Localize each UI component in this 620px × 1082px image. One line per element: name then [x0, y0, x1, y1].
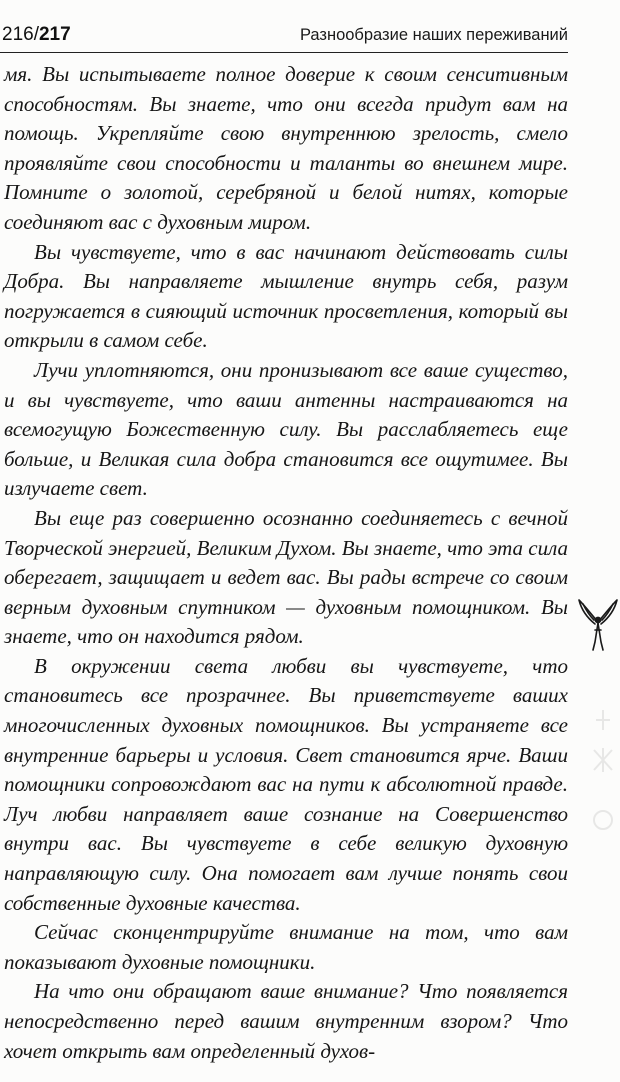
page-number-current: 217: [38, 24, 71, 45]
paragraph-4: Вы еще раз совершенно осознанно соединяетесь с вечной Творческой энергией, Великим Духом. Вы знаете, что эта сила оберегает, защищает и ведет вас. Вы рады встрече со своим верным духовным спутником — духовным помощником. Вы знаете, что он находится рядом.: [4, 505, 568, 649]
running-title: Разнообразие наших переживаний: [299, 26, 568, 44]
faint-bleed-through: [588, 700, 618, 860]
paragraph-1: мя. Вы испытываете полное доверие к своим сенситивным способностям. Вы знаете, что они всегда придут вам на помощь. Укрепляйте свою внутреннюю зрелость, смело проявляйте свои способности и таланты во внешнем мире. Помните о золотой, серебряной и белой нитях, которые соединяют вас с духовным миром.: [4, 62, 568, 234]
paragraph-2: Вы чувствуете, что в вас начинают действовать силы Добра. Вы направляете мышление внутрь себя, разум погружается в сияющий источник просветления, который вы открыли в самом себе.: [4, 239, 568, 353]
paragraph-6: Сейчас сконцентрируйте внимание на том, что вам показывают духовные помощники.: [4, 920, 568, 974]
body-text: [4, 60, 568, 1066]
angel-icon: [577, 596, 619, 652]
page-header: [0, 22, 568, 53]
page-numbers: [2, 24, 71, 46]
page-number-left: 216/: [2, 24, 39, 45]
paragraph-7: На что они обращают ваше внимание? Что появляется непосредственно перед вашим внутренним взором? Что хочет открыть вам определенный духов-: [4, 979, 568, 1063]
paragraph-3: Лучи уплотняются, они пронизывают все ваше существо, и вы чувствуете, что ваши антенны настраиваются на всемогущую Божественную силу. Вы расслабляетесь еще больше, и Великая сила добра становится все ощутимее. Вы излучаете свет.: [4, 357, 568, 501]
paragraph-5: В окружении света любви вы чувствуете, что становитесь все прозрачнее. Вы приветствуете ваших многочисленных духовных помощников. Вы устраняете все внутренние барьеры и условия. Свет становится ярче. Ваши помощники сопровождают вас на пути к абсолютной правде. Луч любви направляет ваше сознание на Совершенство внутри вас. Вы чувствуете в себе великую духовную направляющую силу. Она помогает вам лучше понять свои собственные духовные качества.: [4, 653, 568, 915]
